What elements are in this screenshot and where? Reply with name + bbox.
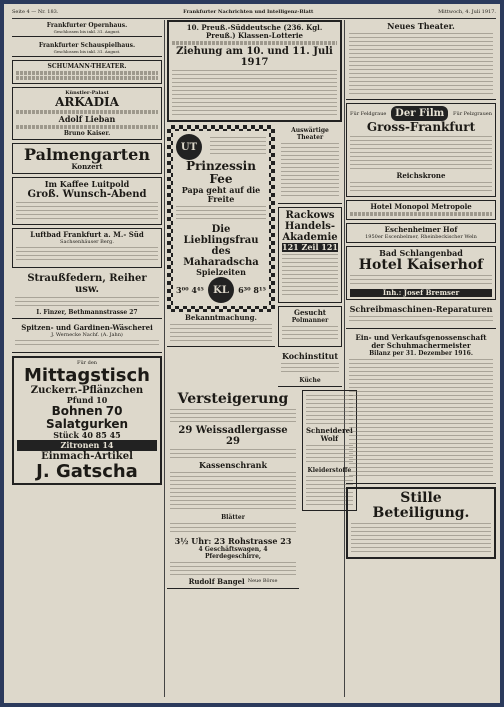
rudolf-name: Rudolf Bangel <box>188 577 245 586</box>
adolf-name: Adolf Lieban <box>58 114 116 124</box>
ut-circle: UT <box>176 134 202 160</box>
kaiserhof-ad <box>346 246 496 300</box>
bohnen-price: 70 <box>105 404 123 418</box>
schuh-ad <box>346 332 496 484</box>
salat-title: Salatgurken <box>45 417 129 431</box>
arkadia-title: ARKADIA <box>55 95 119 109</box>
bilanz-title: Bilanz per 31. Dezember 1916. <box>369 350 473 357</box>
weissadler-title: 29 Weissadlergasse 29 <box>178 425 288 447</box>
schauspiel-notice <box>12 40 162 57</box>
lotterie-title: 10. Preuß.-Süddeutsche (236. Kgl. Preuß.) Klassen-Lotterie <box>186 23 323 40</box>
schauspiel-subtitle: Geschlossen bis inkl. 31. August. <box>53 49 121 54</box>
gesucht-ad <box>278 306 342 347</box>
versteigerung-title: Versteigerung <box>177 391 289 407</box>
palmengarten-ad <box>12 143 162 174</box>
rudolf-sub: Neue Börse <box>247 578 278 584</box>
schumann-title: SCHUMANN-THEATER. <box>47 63 127 70</box>
luitpold-title: Im Kaffee Luitpold <box>44 179 130 189</box>
luitpold-ad <box>12 177 162 225</box>
bekanntmachung <box>167 312 275 347</box>
eschenheimer-title: Eschenheimer Hof <box>384 225 458 234</box>
zitronen-price: 14 <box>102 440 114 450</box>
salat-prices: Stück 40 85 45 <box>53 430 121 440</box>
strauss-ad <box>12 271 162 319</box>
spielzeiten-label: Spielzeiten <box>196 267 246 277</box>
column-rule <box>344 20 345 697</box>
schlangenbad-title: Bad Schlangenbad <box>379 248 463 258</box>
gross-title: Gross-Frankfurt <box>366 120 476 134</box>
header-masthead: Frankfurter Nachrichten und Intelligenz-Blatt <box>183 9 314 15</box>
eschenheimer-ad <box>346 223 496 243</box>
einmach-title: Einmach-Artikel <box>41 451 133 462</box>
reichskrone-title: Reichskrone <box>396 171 446 180</box>
fuer-den: Für den <box>76 360 98 366</box>
koch-ad <box>278 350 342 387</box>
arkadia-ad <box>12 87 162 140</box>
kaiserhof-title: Hotel Kaiserhof <box>358 257 484 273</box>
schneider-title: Schneiderei Wolf <box>306 426 353 443</box>
column-left <box>12 20 162 697</box>
rackows-ad <box>278 207 342 303</box>
gatscha-ad <box>12 356 162 485</box>
middle-left <box>167 125 275 390</box>
monopol-ad <box>346 200 496 220</box>
eschenheimer-sub: 1950er Escenbelmer, Rheinbeckischer Weln <box>365 234 477 240</box>
schauspiel-title: Frankfurter Schauspielhaus. <box>38 42 136 49</box>
kuenstler-title: Künstler-Palast <box>65 90 109 96</box>
neues-theater <box>346 20 496 100</box>
finzer-name: I. Finzer, Bethmannstrasse 27 <box>36 309 138 316</box>
zucker-title: Zuckerr.-Pflänzchen <box>30 385 144 396</box>
column-middle <box>167 20 353 697</box>
gatscha-title: J. Gatscha <box>36 461 138 482</box>
liebling-title: Die Lieblingsfrau des Maharadscha <box>183 224 259 268</box>
zeil-label: 121 Zeil 121 <box>282 242 338 252</box>
times-left: 3⁰⁰ 4⁴⁵ <box>176 284 204 295</box>
bruno-name: Bruno Kaiser. <box>63 130 111 137</box>
opera-subtitle: Geschlossen bis inkl. 31. August. <box>53 29 121 34</box>
auswaerts-ad <box>278 125 342 204</box>
spitzen-ad <box>12 322 162 353</box>
opera-notice <box>12 20 162 37</box>
bohnen-title: Bohnen <box>51 404 103 418</box>
papa-title: Papa geht auf die Freite <box>181 185 261 204</box>
newspaper-page <box>4 4 500 703</box>
middle-lower <box>167 390 353 592</box>
spitzen-title: Spitzen- und Gardinen-Wäscherei <box>21 323 153 332</box>
der-film-logo: Der Film <box>391 106 448 121</box>
zitronen-title: Zitronen <box>60 440 100 450</box>
luftbad-ad <box>12 228 162 268</box>
rauhstrasse-title: 3½ Uhr: 23 Rohstrasse 23 <box>174 536 292 546</box>
feldgrau-left: Für Feldgraue <box>350 110 387 117</box>
kl-circle: KL <box>208 277 234 303</box>
header-date: Mittwoch, 4. Juli 1917. <box>438 9 496 15</box>
middle-right <box>278 125 342 390</box>
monopol-title: Hotel Monopol Metropole <box>370 202 472 211</box>
gross-frankfurt-ad <box>346 103 496 197</box>
schreib-ad <box>346 303 496 329</box>
stille-ad <box>346 487 496 559</box>
stille-title: Stille Beteiligung. <box>372 490 470 521</box>
strauss-title: Straußfedern, Reiher usw. <box>27 273 147 295</box>
mittagstisch-title: Mittagstisch <box>23 365 150 386</box>
rackows-title: Rackows Handels-Akademie <box>282 210 338 243</box>
kleider-title: Kleiderstoffe <box>307 467 352 474</box>
schuh-title: Ein- und Verkaufsgenossenschaft der Schuhmachermeister <box>355 333 487 350</box>
feldgrau-right: Für Pelzgrauen <box>453 110 492 117</box>
column-right <box>346 20 496 697</box>
times-right: 6³⁰ 8¹⁵ <box>238 284 266 295</box>
werbach-name: J. Wernecke Nachf. (A. Jahn) <box>51 332 123 338</box>
auswaerts-title: Auswärtige Theater <box>291 127 329 141</box>
wunsch-title: Groß. Wunsch-Abend <box>27 189 147 200</box>
bekannt-title: Bekanntmachung. <box>185 313 257 322</box>
blaettchen-label: Blätter <box>221 514 245 521</box>
lotterie-ad <box>167 20 342 122</box>
kassenschrank-title: Kassenschrank <box>199 460 267 470</box>
neues-title: Neues Theater. <box>387 21 455 31</box>
koch-title: Kochinstitut <box>281 351 339 361</box>
page-header <box>12 6 496 19</box>
column-rule <box>164 20 165 697</box>
sachsen-sub: Sachsenhäuser Berg. <box>60 239 114 245</box>
prinzessin-title: Prinzessin Fee <box>186 159 256 186</box>
schreib-title: Schreibmaschinen-Reparaturen <box>349 304 493 314</box>
palmengarten-title: Palmengarten <box>24 145 150 164</box>
header-page-number: Seite 4 — Nr. 183. <box>12 9 59 15</box>
kueche-title: Küche <box>299 377 321 384</box>
pfund-price: Pfund 10 <box>66 395 108 405</box>
opera-title: Frankfurter Opernhaus. <box>46 22 128 29</box>
ziehung-title: Ziehung am 10. und 11. Juli 1917 <box>176 46 333 68</box>
gesucht-title: Gesucht <box>293 308 327 317</box>
dampfwagen-title: 4 Geschäftswagen, 4 Pferdegeschirre, <box>198 546 268 560</box>
bremser-name: Inh.: Josef Bremser <box>350 289 492 297</box>
konzert-label: Konzert <box>71 162 103 171</box>
schumann-ad <box>12 60 162 84</box>
versteigerung-col <box>167 390 299 592</box>
polmanner-title: Polmanner <box>291 317 329 324</box>
middle-split <box>167 125 342 390</box>
luftbad-title: Luftbad Frankfurt a. M.- Süd <box>30 230 144 239</box>
versteigerung-ad <box>167 390 299 589</box>
ut-lichtspiele-ad <box>167 125 275 312</box>
